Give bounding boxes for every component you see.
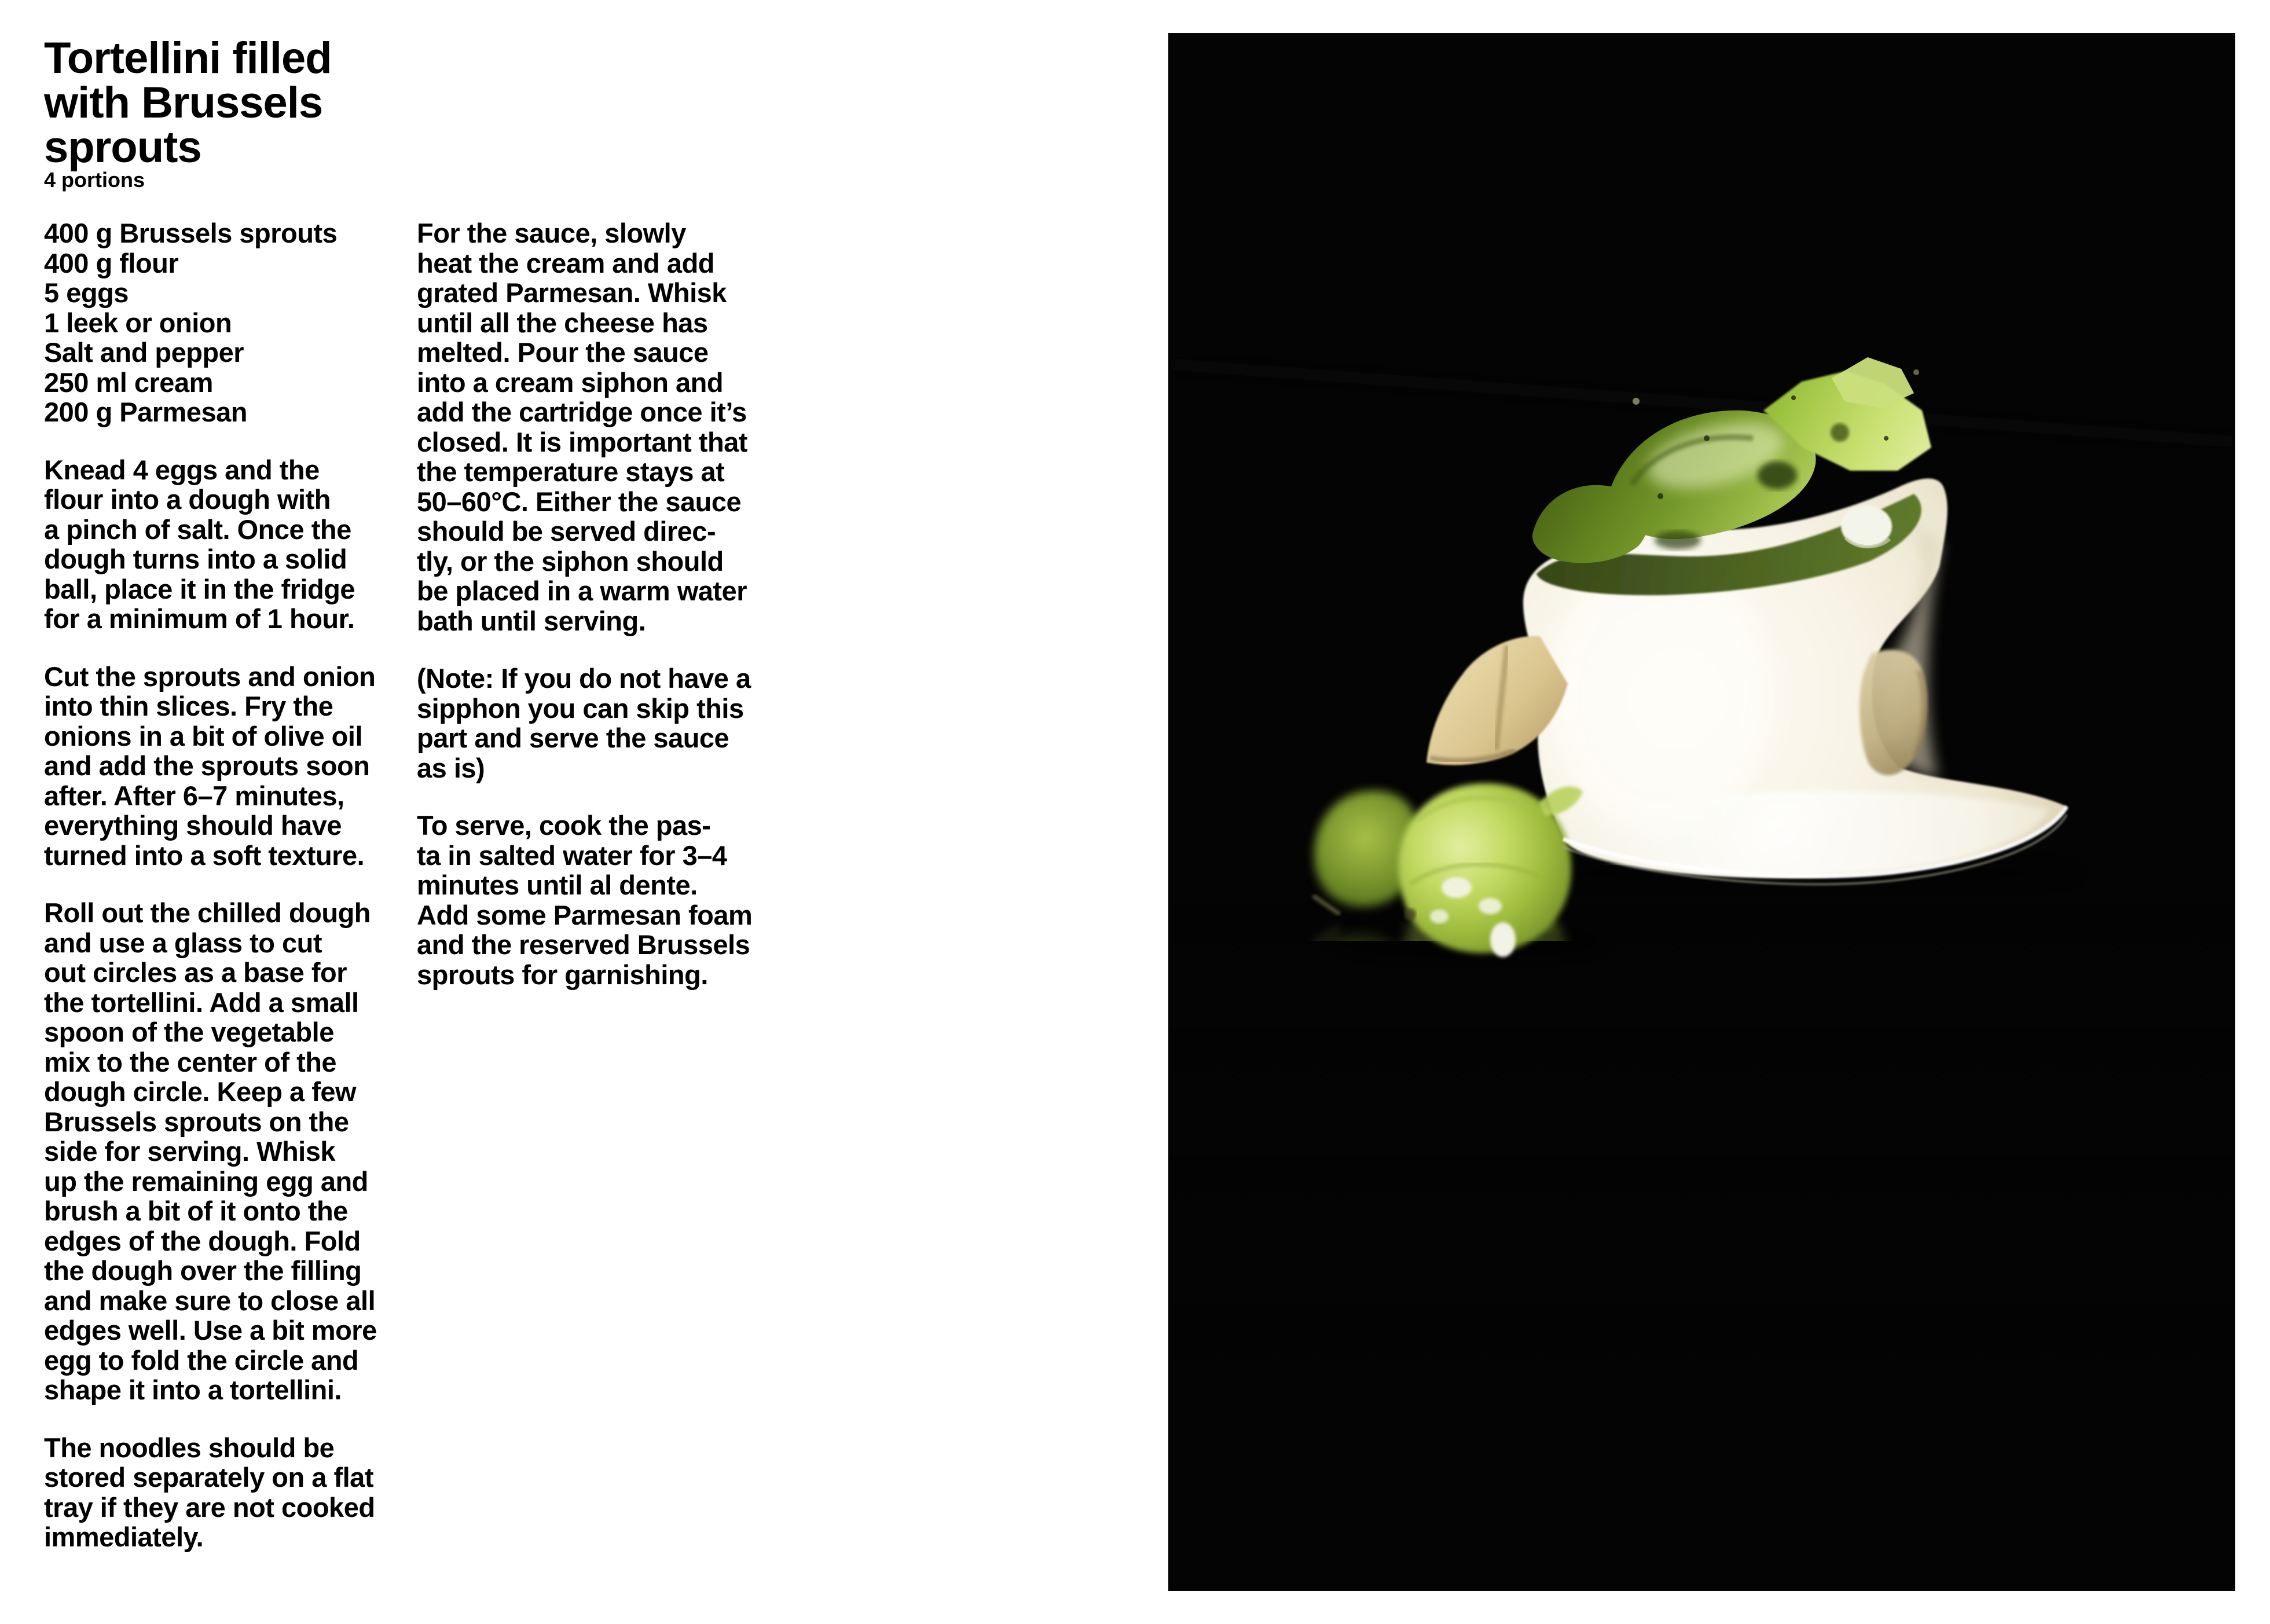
text-line: The noodles should be <box>44 1432 335 1463</box>
text-line: grated Parmesan. Whisk <box>417 277 727 308</box>
text-line: heat the cream and add <box>417 247 714 278</box>
text-line: ball, place it in the fridge <box>44 573 355 604</box>
text-line: tly, or the siphon should <box>417 545 724 577</box>
text-line: out circles as a base for <box>44 957 347 988</box>
text-line: mix to the center of the <box>44 1046 337 1077</box>
text-line: 200 g Parmesan <box>44 397 247 427</box>
text-line: dough turns into a solid <box>44 544 347 574</box>
text-line: and add the sprouts soon <box>44 750 370 781</box>
recipe-column-left <box>44 218 377 1580</box>
text-line: add the cartridge once it’s <box>417 397 747 427</box>
text-line: (Note: If you do not have a <box>417 663 751 694</box>
text-line: tray if they are not cooked <box>44 1491 375 1523</box>
text-line: sprouts <box>44 123 201 172</box>
text-line: and make sure to close all <box>44 1285 376 1316</box>
text-line: dough circle. Keep a few <box>44 1076 357 1107</box>
text-line: should be served direc- <box>417 516 716 547</box>
text-line: ta in salted water for 3–4 <box>417 840 727 871</box>
text-line: sprouts for garnishing. <box>417 959 708 990</box>
text-line: part and serve the sauce <box>417 723 729 753</box>
text-line: everything should have <box>44 810 342 841</box>
food-photo <box>1168 33 2235 1591</box>
text-line: into thin slices. Fry the <box>44 691 333 721</box>
text-line: the temperature stays at <box>417 456 725 487</box>
paragraph <box>44 455 377 634</box>
text-line: as is) <box>417 752 485 783</box>
text-line: For the sauce, slowly <box>417 218 686 248</box>
text-line: 1 leek or onion <box>44 307 232 338</box>
paragraph <box>44 898 377 1405</box>
text-line: Salt and pepper <box>44 337 244 368</box>
text-line: the dough over the filling <box>44 1255 362 1286</box>
text-line: the tortellini. Add a small <box>44 987 359 1018</box>
text-line: Tortellini filled <box>44 34 332 83</box>
text-line: 400 g Brussels sprouts <box>44 218 338 248</box>
paragraph <box>417 663 752 783</box>
paragraph <box>44 662 377 871</box>
text-line: after. After 6–7 minutes, <box>44 780 344 811</box>
text-line: onions in a bit of olive oil <box>44 720 362 751</box>
text-line: bath until serving. <box>417 605 646 636</box>
text-line: edges well. Use a bit more <box>44 1315 377 1346</box>
paragraph <box>417 811 752 989</box>
text-line: brush a bit of it onto the <box>44 1196 348 1226</box>
text-line: side for serving. Whisk <box>44 1136 336 1167</box>
text-line: Roll out the chilled dough <box>44 897 371 928</box>
text-line: sipphon you can skip this <box>417 692 744 724</box>
recipe-column-right <box>417 218 752 1017</box>
text-line: until all the cheese has <box>417 307 708 338</box>
text-line: spoon of the vegetable <box>44 1017 334 1047</box>
text-line: stored separately on a flat <box>44 1462 373 1493</box>
text-line: immediately. <box>44 1522 204 1552</box>
text-line: for a minimum of 1 hour. <box>44 603 355 634</box>
paragraph <box>44 218 377 427</box>
text-line: a pinch of salt. Once the <box>44 514 351 545</box>
text-line: 250 ml cream <box>44 366 213 398</box>
text-line: be placed in a warm water <box>417 575 747 606</box>
text-line: into a cream siphon and <box>417 366 724 398</box>
text-line: Knead 4 eggs and the <box>44 454 320 485</box>
text-line: Cut the sprouts and onion <box>44 661 376 692</box>
text-line: Brussels sprouts on the <box>44 1106 349 1137</box>
text-line: turned into a soft texture. <box>44 840 365 871</box>
text-line: up the remaining egg and <box>44 1165 368 1197</box>
text-line: edges of the dough. Fold <box>44 1225 361 1256</box>
text-line: egg to fold the circle and <box>44 1344 359 1376</box>
portions-label: 4 portions <box>44 168 145 192</box>
paragraph <box>417 218 752 636</box>
text-line: shape it into a tortellini. <box>44 1374 342 1405</box>
text-line: To serve, cook the pas- <box>417 810 711 841</box>
text-line: closed. It is important that <box>417 426 747 457</box>
recipe-title <box>44 36 332 170</box>
text-line: flour into a dough with <box>44 484 331 515</box>
text-line: and the reserved Brussels <box>417 929 750 960</box>
paragraph <box>44 1433 377 1552</box>
text-line: 400 g flour <box>44 247 179 278</box>
text-line: with Brussels <box>44 78 323 127</box>
text-line: 50–60°C. Either the sauce <box>417 486 742 517</box>
text-line: Add some Parmesan foam <box>417 899 753 930</box>
text-line: minutes until al dente. <box>417 870 698 900</box>
text-line: melted. Pour the sauce <box>417 337 709 368</box>
text-line: 5 eggs <box>44 277 129 308</box>
text-line: and use a glass to cut <box>44 927 322 958</box>
reflection-fade <box>1168 901 2235 1591</box>
food-photo-illustration <box>1168 33 2235 1591</box>
